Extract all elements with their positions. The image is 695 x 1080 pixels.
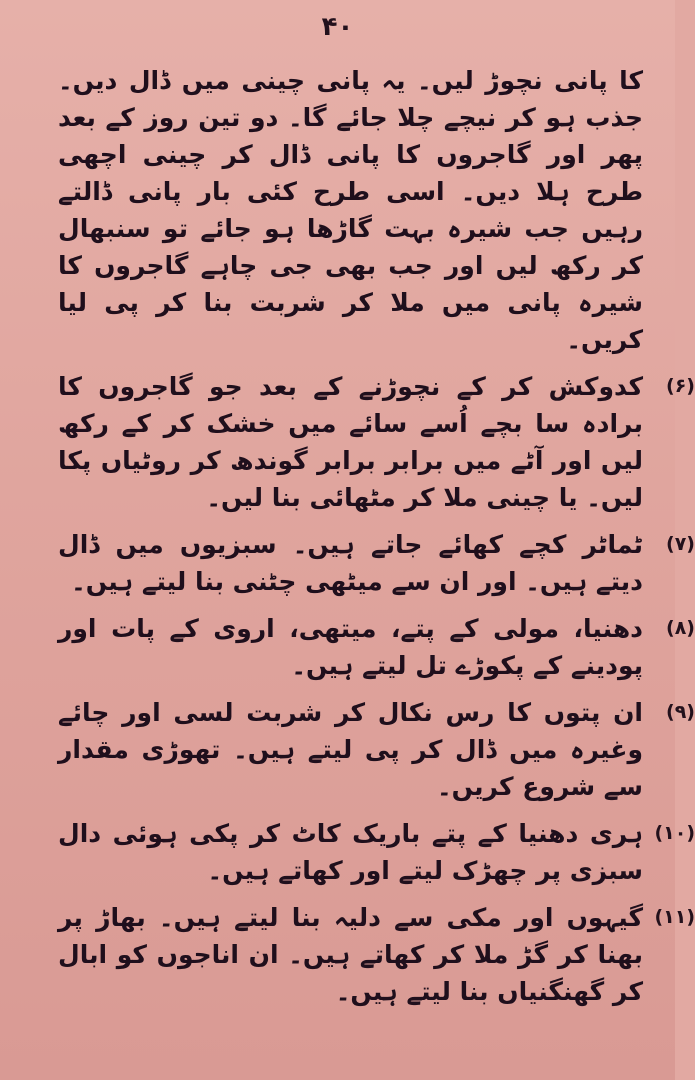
intro-paragraph: کا پانی نچوڑ لیں۔ یہ پانی چینی میں ڈال دیں۔ جذب ہو کر نیچے چلا جائے گا۔ دو تین روز کے بعد پھر اور گاجروں کا پانی ڈال کر چینی اچھی طرح ہلا دیں۔ اسی طرح کئی بار پانی ڈالتے رہیں جب شیرہ بہت گاڑھا ہو جائے تو سنبھال کر رکھ لیں اور جب بھی جی چاہے گاجروں کا شیرہ پانی میں ملا کر شربت بنا کر پی لیا کریں۔	[58, 66, 643, 354]
page-body	[58, 62, 695, 1010]
list-item-7	[58, 526, 695, 600]
item-text: ان پتوں کا رس نکال کر شربت لسی اور چائے وغیرہ میں ڈال کر پی لیتے ہیں۔ تھوڑی مقدار سے شروع کریں۔	[58, 698, 643, 801]
item-text: کدوکش کر کے نچوڑنے کے بعد جو گاجروں کا برادہ سا بچے اُسے سائے میں خشک کر کے رکھ لیں اور آٹے میں برابر برابر گوندھ کر روٹیاں پکا لیں۔ یا چینی ملا کر مٹھائی بنا لیں۔	[58, 372, 643, 512]
item-number: (۱۰)	[654, 822, 695, 844]
item-number: (۸)	[666, 617, 695, 639]
list-item-9	[58, 694, 695, 805]
page-number: ۴۰	[321, 12, 354, 42]
item-number: (۹)	[666, 701, 695, 723]
item-number: (۱۱)	[654, 906, 695, 928]
list-item-6	[58, 368, 695, 516]
list-item-10	[58, 815, 695, 889]
list-item-11	[58, 899, 695, 1010]
item-text: دھنیا، مولی کے پتے، میتھی، اروی کے پات اور پودینے کے پکوڑے تل لیتے ہیں۔	[58, 614, 643, 680]
item-text: ٹماٹر کچے کھائے جاتے ہیں۔ سبزیوں میں ڈال دیتے ہیں۔ اور ان سے میٹھی چٹنی بنا لیتے ہیں۔	[58, 530, 643, 596]
item-number: (۷)	[666, 533, 695, 555]
list-item-8	[58, 610, 695, 684]
item-text: ہری دھنیا کے پتے باریک کاٹ کر پکی ہوئی دال سبزی پر چھڑک لیتے اور کھاتے ہیں۔	[58, 819, 643, 885]
item-number: (۶)	[666, 375, 695, 397]
item-text: گیہوں اور مکی سے دلیہ بنا لیتے ہیں۔ بھاڑ پر بھنا کر گڑ ملا کر کھاتے ہیں۔ ان اناجوں کو ابال کر گھنگنیاں بنا لیتے ہیں۔	[58, 903, 643, 1006]
